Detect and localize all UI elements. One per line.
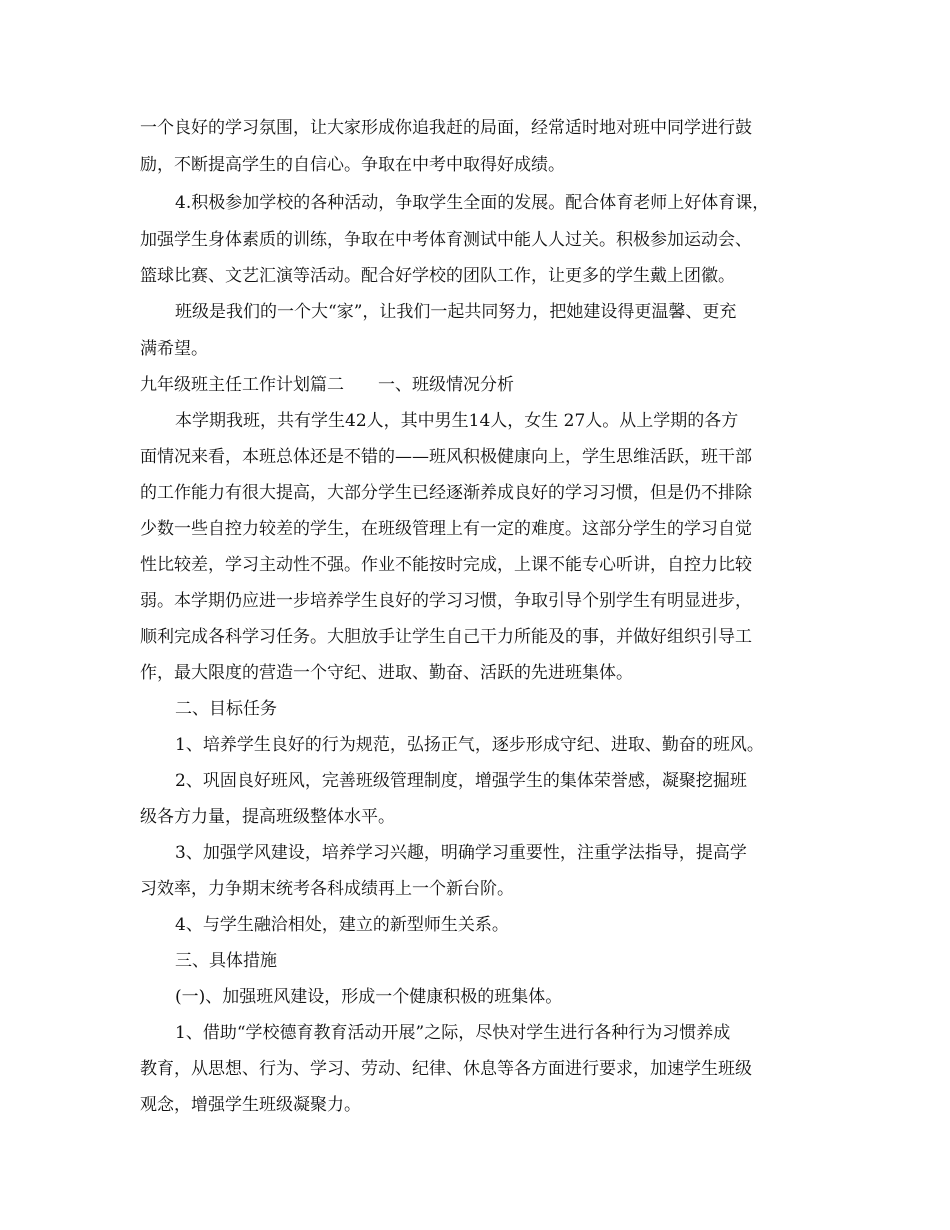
text-line: 顺利完成各科学习任务。大胆放手让学生自己干力所能及的事，并做好组织引导工 [140, 627, 752, 647]
text-line: 班级是我们的一个大“家”，让我们一起共同努力，把她建设得更温馨、更充 [175, 302, 737, 322]
section-heading: 九年级班主任工作计划篇二 一、班级情况分析 [140, 375, 514, 395]
text-line: 一个良好的学习氛围，让大家形成你追我赶的局面，经常适时地对班中同学进行鼓 [140, 118, 752, 138]
text-line: 少数一些自控力较差的学生，在班级管理上有一定的难度。这部分学生的学习自觉 [140, 519, 752, 539]
text-line: 励，不断提高学生的自信心。争取在中考中取得好成绩。 [140, 155, 565, 175]
text-line: 本学期我班，共有学生42人，其中男生14人，女生 27人。从上学期的各方 [175, 411, 739, 431]
text-line: 篮球比赛、文艺汇演等活动。配合好学校的团队工作，让更多的学生戴上团徽。 [140, 266, 735, 286]
text-line: 作，最大限度的营造一个守纪、进取、勤奋、活跃的先进班集体。 [140, 663, 633, 683]
text-line: 加强学生身体素质的训练，争取在中考体育测试中能人人过关。积极参加运动会、 [140, 230, 752, 250]
text-line: 弱。本学期仍应进一步培养学生良好的学习习惯，争取引导个别学生有明显进步， [140, 591, 752, 611]
text-line: 4、与学生融洽相处，建立的新型师生关系。 [175, 915, 509, 935]
text-line: 教育，从思想、行为、学习、劳动、纪律、休息等各方面进行要求，加速学生班级 [140, 1059, 752, 1079]
text-line: 性比较差，学习主动性不强。作业不能按时完成，上课不能专心听讲，自控力比较 [140, 555, 752, 575]
section-heading: 二、目标任务 [175, 699, 277, 719]
text-line: 1、借助“学校德育教育活动开展”之际，尽快对学生进行各种行为习惯养成 [175, 1023, 731, 1043]
text-line: 满希望。 [140, 339, 208, 359]
text-line: 级各方力量，提高班级整体水平。 [140, 807, 395, 827]
text-line: 面情况来看，本班总体还是不错的——班风积极健康向上，学生思维活跃，班干部 [140, 447, 752, 467]
text-line: (一)、加强班风建设，形成一个健康积极的班集体。 [175, 987, 563, 1007]
text-line: 习效率，力争期末统考各科成绩再上一个新台阶。 [140, 879, 514, 899]
text-line: 4.积极参加学校的各种活动，争取学生全面的发展。配合体育老师上好体育课， [175, 193, 770, 213]
text-line: 的工作能力有很大提高，大部分学生已经逐渐养成良好的学习习惯，但是仍不排除 [140, 483, 752, 503]
text-line: 观念，增强学生班级凝聚力。 [140, 1095, 361, 1115]
text-line: 1、培养学生良好的行为规范，弘扬正气，逐步形成守纪、进取、勤奋的班风。 [175, 735, 764, 755]
text-line: 3、加强学风建设，培养学习兴趣，明确学习重要性，注重学法指导，提高学 [175, 843, 747, 863]
text-line: 2、巩固良好班风，完善班级管理制度，增强学生的集体荣誉感，凝聚挖掘班 [175, 771, 747, 791]
section-heading: 三、具体措施 [175, 951, 277, 971]
